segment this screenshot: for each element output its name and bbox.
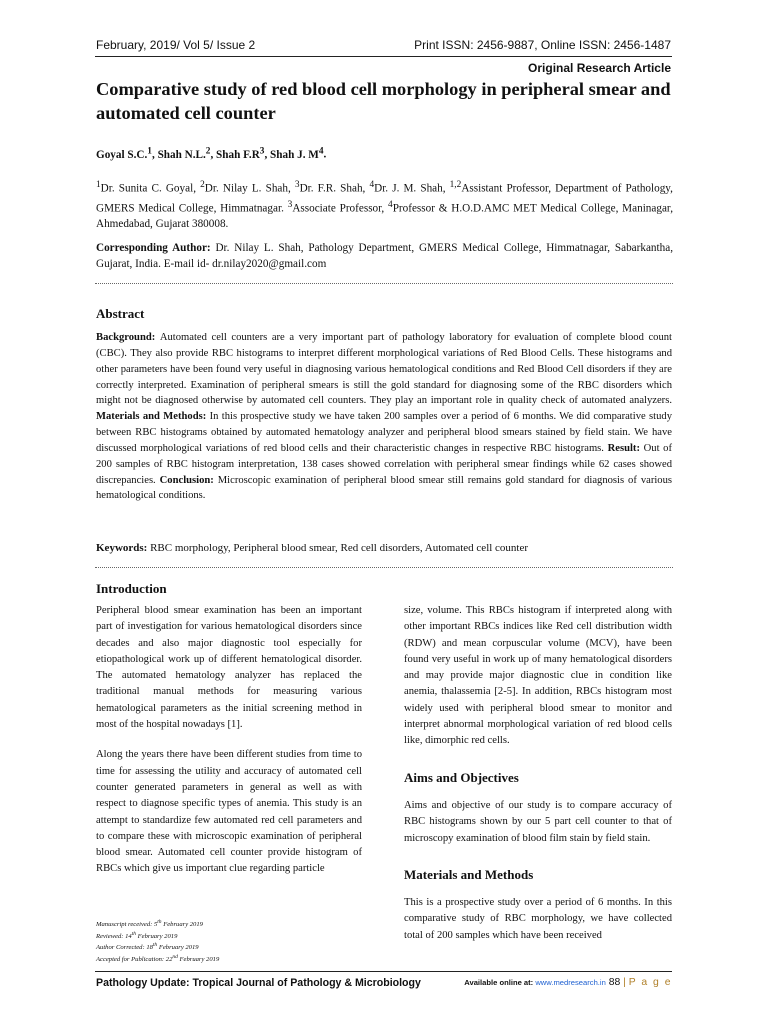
divider <box>95 283 673 284</box>
abstract-heading: Abstract <box>96 306 145 321</box>
methods-heading: Materials and Methods <box>404 866 534 882</box>
keywords: Keywords: RBC morphology, Peripheral blood smear, Red cell disorders, Automated cell counter <box>96 542 529 554</box>
journal-name: Pathology Update: Tropical Journal of Pathology & Microbiology <box>96 977 421 989</box>
footer-rule <box>95 971 672 972</box>
corresponding-author: Corresponding Author: Dr. Nilay L. Shah, Pathology Department, GMERS Medical College, Himmatnagar, Sabarkantha, Gujarat, India. E-mail id- dr.nilay2020@gmail.com <box>96 242 673 270</box>
left-column <box>96 603 362 892</box>
abstract-text: Background: Automated cell counters are a very important part of pathology laboratory for evaluation of complete blood count (CBC). They also provide RBC histograms to interpret different morphological variations of Red Blood Cells. These histograms and other parameters have been found very useful in diagnosing various hematological conditions and Red Blood Cell disorders if they are correctly interpreted. Examination of peripheral smears is still the gold standard for diagnosing some of the RBC disorders which might not be diagnosed otherwise by automated cell counters. They play an important role in quality check of automated analyzers. Materials and Methods: In this prospective study we have taken 200 samples over a period of 6 months. We did comparative study between RBC histograms obtained by automated hematology analyzer and peripheral blood smears stained by field stain. We have discussed morphological variations of red blood cells and their characteristic changes in respective RBC histograms. Result: Out of 200 samples of RBC histogram interpretation, 138 cases showed correlation with peripheral smear findings while 62 cases showed discrepancies. Conclusion: Microscopic examination of peripheral blood smear still remains gold standard for diagnosis of various hematological conditions. <box>96 332 673 502</box>
intro-paragraph-2: Along the years there have been different studies from time to time for assessing the utility and accuracy of automated cell counter generated parameters in general as well as with respect to diagnose specific types of anemia. This study is an attempt to standardize few automated red cell parameters and to compare these with microscopic examination of peripheral blood smear. Automated cell counter provide histogram of RBCs which give us important clue regarding particle <box>96 749 362 875</box>
author-2: Shah N.L.$^2$ <box>157 146 211 161</box>
page-number: 88 <box>608 977 621 988</box>
divider <box>95 567 673 568</box>
introduction-heading: Introduction <box>96 581 167 596</box>
intro-paragraph-continued: size, volume. This RBCs histogram if interpreted along with other important RBCs indices like Red cell distribution width (RDW) and mean corpuscular volume (MCV), have been found very useful in work up of many hematological disorders and may provide major diagnostic clue in condition like anemia, thalassemia [2-5]. In addition, RBCs histogram most widely used with peripheral blood smear to monitor and interpret abnormal morphological variation of red blood cells like, dimorphic red cells. <box>404 605 672 747</box>
paper-title: Comparative study of red blood cell morphology in peripheral smear and automated cell counter <box>96 79 671 123</box>
aims-heading: Aims and Objectives <box>404 769 519 785</box>
footnote-accepted: Accepted for Publication: 22nd February 2019 <box>96 953 220 963</box>
journal-url-link[interactable]: www.medresearch.in <box>535 978 606 987</box>
aims-paragraph: Aims and objective of our study is to compare accuracy of RBC histograms shown by our 5 part cell counter to that of microscopy examination of blood film stain by field stain. <box>404 799 672 844</box>
affiliations: $^1$Dr. Sunita C. Goyal, $^2$Dr. Nilay L. Shah, $^3$Dr. F.R. Shah, $^4$Dr. J. M. Shah, $^{1,2}$Assistant Professor, Department of Pathology, GMERS Medical College, Himmatnagar. $^3$Associate Professor, $^4$Professor & H.O.D.AMC MET Medical College, Maninagar, Ahmedabad, Gujarat 380008. <box>96 180 673 231</box>
intro-paragraph-1: Peripheral blood smear examination has been an important part of investigation for various hematological disorders since decades and also major diagnostic tool especially for etiopathological work up of different hematological disorder. The automated hematology analyzer has replaced the traditional manual methods for measuring various hematological parameters as the initial screening method in most of the hospital nowadays [1]. <box>96 605 362 731</box>
author-3: Shah $F.R^3$ <box>216 146 265 161</box>
footnote-reviewed: Reviewed: 14th February 2019 <box>96 930 178 940</box>
author-4: Shah J. $M^4$ <box>270 146 324 161</box>
header-rule <box>95 56 672 57</box>
footnote-received: Manuscript received: 5th February 2019 <box>96 919 203 929</box>
journal-issue: February, 2019/ Vol 5/ Issue 2 <box>96 38 256 52</box>
author-1: Goyal S.C.$^1$ <box>96 146 152 161</box>
footnote-corrected: Author Corrected: 18th February 2019 <box>96 942 199 952</box>
manuscript-dates <box>96 918 219 964</box>
methods-paragraph: This is a prospective study over a period of 6 months. In this comparative study of RBC morphology, we have collected total of 200 samples which have been received <box>404 897 672 941</box>
issn: Print ISSN: 2456-9887, Online ISSN: 2456-1487 <box>414 38 671 52</box>
article-type: Original Research Article <box>528 61 671 75</box>
right-column <box>404 603 672 944</box>
author-list: Goyal S.C.$^1$, Shah N.L.$^2$, Shah $F.R^3$, Shah J. $M^4$. <box>96 146 327 161</box>
page-footer: Available online at: www.medresearch.in 88 | P a g e <box>464 977 672 988</box>
